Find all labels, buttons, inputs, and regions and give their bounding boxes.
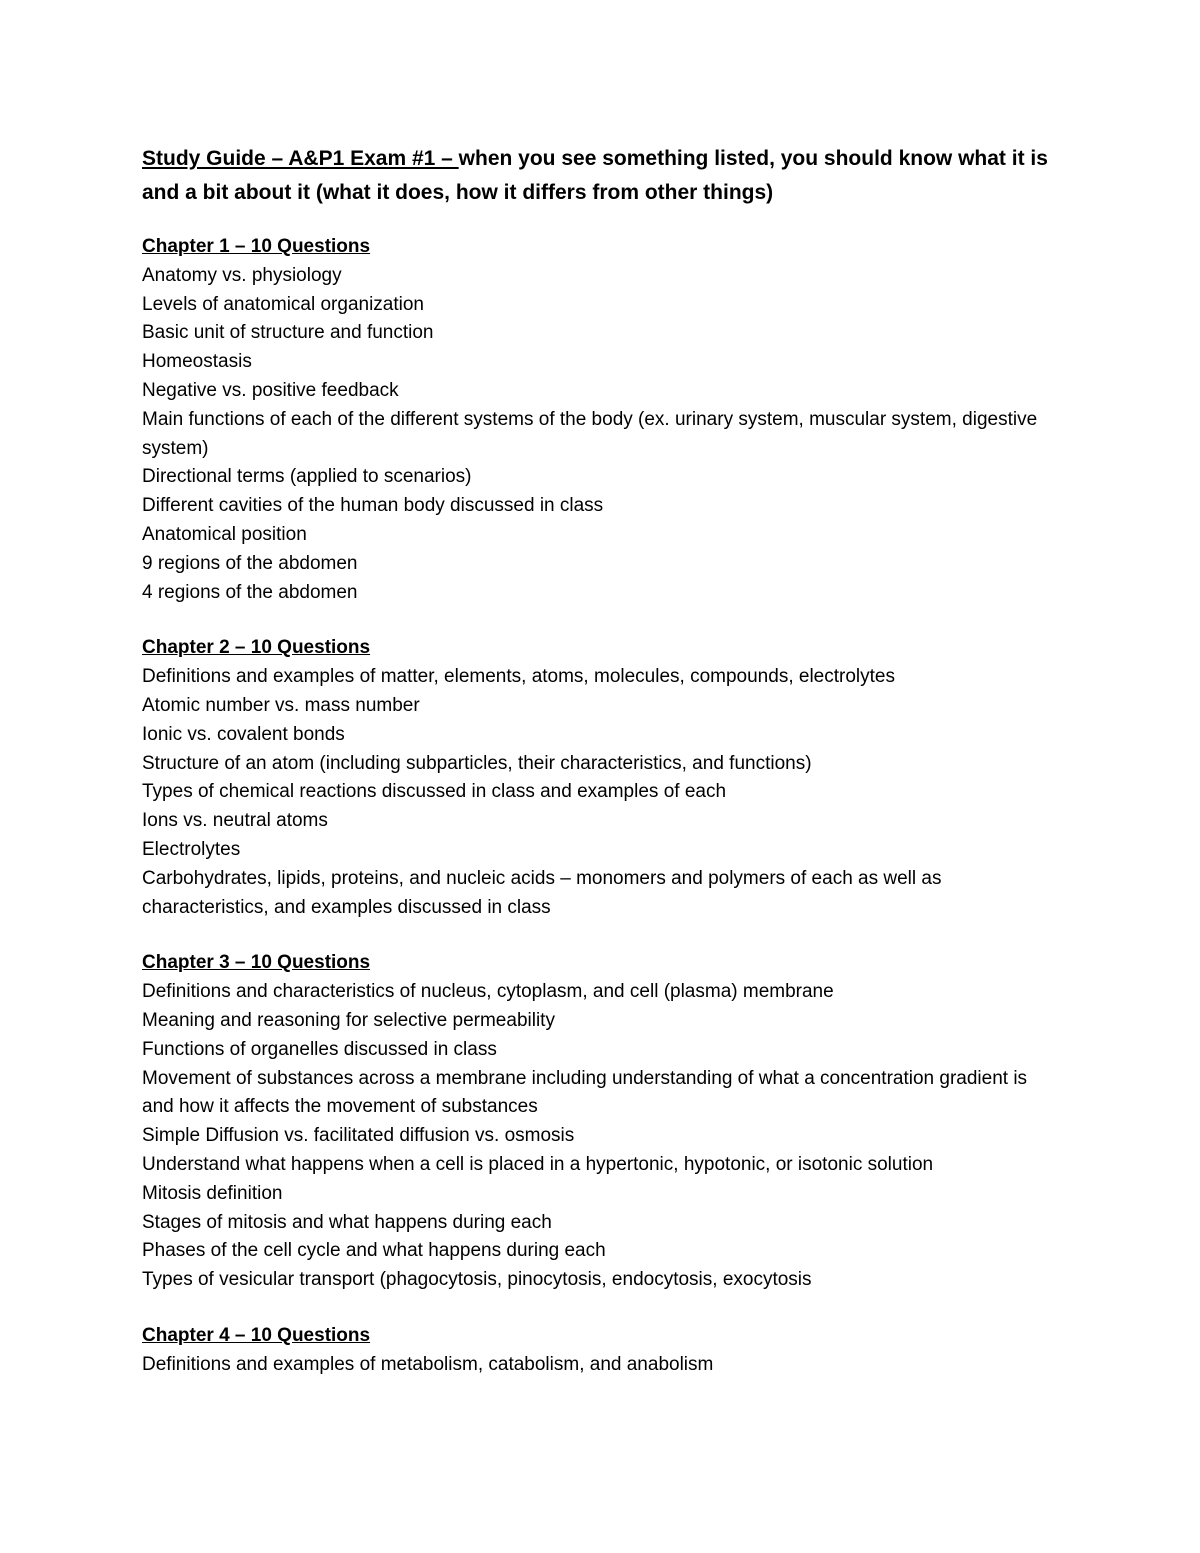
study-topic-item: Homeostasis [142, 351, 252, 373]
study-topic-item: Atomic number vs. mass number [142, 694, 420, 716]
study-topic-item: Directional terms (applied to scenarios) [142, 466, 472, 488]
study-topic-item: Simple Diffusion vs. facilitated diffusion vs. osmosis [142, 1125, 575, 1147]
chapter-section [142, 233, 1062, 607]
chapter-heading: Chapter 4 – 10 Questions [142, 1324, 371, 1346]
study-topic-item: Carbohydrates, lipids, proteins, and nucleic acids – monomers and polymers of each as well as characteristics, and examples discussed in class [142, 867, 942, 918]
chapter-section [142, 1322, 1062, 1380]
study-topic-item: Definitions and examples of metabolism, catabolism, and anabolism [142, 1353, 714, 1375]
study-topic-item: Types of chemical reactions discussed in class and examples of each [142, 781, 727, 803]
study-topic-item: Negative vs. positive feedback [142, 379, 399, 401]
chapter-section [142, 949, 1062, 1295]
sections-container [142, 233, 1062, 1379]
study-topic-item: Mitosis definition [142, 1182, 283, 1204]
study-topic-item: Ions vs. neutral atoms [142, 810, 328, 832]
title-rest: when you see something listed, you should know what it is and a bit about it (what it does, how it differs from other things) [142, 147, 1048, 204]
study-topic-item: Basic unit of structure and function [142, 322, 434, 344]
chapter-section [142, 634, 1062, 922]
study-topic-item: 9 regions of the abdomen [142, 552, 358, 574]
chapter-heading: Chapter 2 – 10 Questions [142, 637, 371, 659]
study-topic-item: Anatomical position [142, 523, 307, 545]
study-topic-item: Main functions of each of the different systems of the body (ex. urinary system, muscular system, digestive system) [142, 408, 1038, 459]
study-topic-item: Different cavities of the human body discussed in class [142, 495, 604, 517]
study-topic-item: Levels of anatomical organization [142, 293, 425, 315]
study-topic-item: Understand what happens when a cell is placed in a hypertonic, hypotonic, or isotonic solution [142, 1153, 934, 1175]
study-topic-item: Stages of mitosis and what happens during each [142, 1211, 552, 1233]
study-topic-item: Ionic vs. covalent bonds [142, 723, 345, 745]
study-topic-item: Phases of the cell cycle and what happens during each [142, 1240, 606, 1262]
study-topic-item: Structure of an atom (including subparticles, their characteristics, and functions) [142, 752, 812, 774]
study-topic-item: Functions of organelles discussed in class [142, 1038, 497, 1060]
chapter-heading: Chapter 3 – 10 Questions [142, 952, 371, 974]
study-topic-item: Meaning and reasoning for selective permeability [142, 1009, 555, 1031]
study-topic-item: Anatomy vs. physiology [142, 264, 342, 286]
document-title [142, 142, 1062, 210]
document-page [142, 142, 1062, 1406]
study-topic-item: Definitions and examples of matter, elements, atoms, molecules, compounds, electrolytes [142, 666, 895, 688]
study-topic-item: Types of vesicular transport (phagocytosis, pinocytosis, endocytosis, exocytosis [142, 1269, 812, 1291]
chapter-heading: Chapter 1 – 10 Questions [142, 236, 371, 257]
study-topic-item: Movement of substances across a membrane including understanding of what a concentration gradient is and how it affects the movement of substances [142, 1067, 1028, 1118]
study-topic-item: 4 regions of the abdomen [142, 581, 358, 603]
title-underlined: Study Guide – A&P1 Exam #1 – [142, 147, 459, 170]
study-topic-item: Electrolytes [142, 838, 241, 860]
study-topic-item: Definitions and characteristics of nucleus, cytoplasm, and cell (plasma) membrane [142, 981, 834, 1003]
